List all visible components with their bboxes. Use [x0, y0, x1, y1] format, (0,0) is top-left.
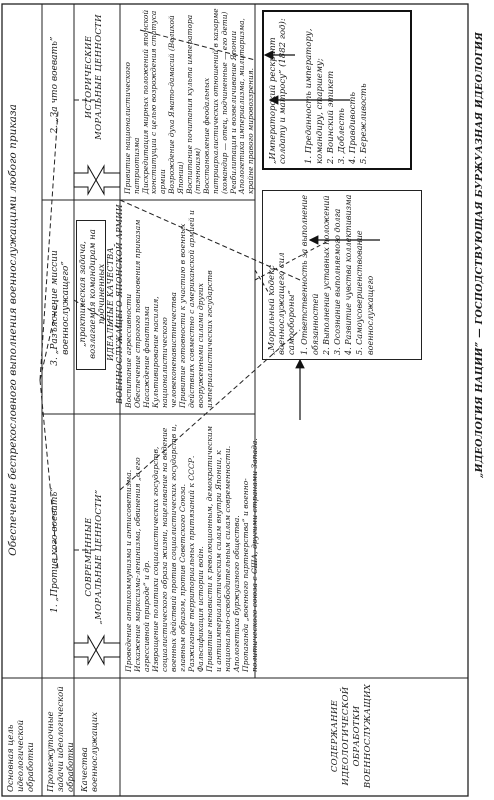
right-list-item: Привитие националистического патриотизма [123, 62, 141, 194]
left-list-item: Извращение политики социалистических государств, социалистического образа жизни, нацеливание на ведение военных действий против социалистических государств и, главным образом, против Советского Союза. [151, 424, 187, 672]
left-list-item: Фальсификация истории войн. [196, 546, 205, 672]
left-list-item: Пропаганда „военного партнерства” и военно-политического союза с США, другими странами Запада. [241, 438, 259, 672]
moral-code-item: 2. Выполнение уставных положений [322, 195, 331, 355]
footer-ideology: „ИДЕОЛОГИЯ НАЦИИ” — ГОСПОДСТВУЮЩАЯ БУРЖУАЗНАЯ ИДЕОЛОГИЯ [474, 31, 485, 479]
moral-code-item: 5. Самоусовершенствование военнослужащего [355, 230, 375, 355]
moral-code-box [262, 190, 422, 360]
historical-values: ИСТОРИЧЕСКИЕ МОРАЛЬНЫЕ ЦЕННОСТИ [84, 14, 104, 140]
rescript-item: 3. Доблесть [337, 108, 347, 164]
left-items-list [124, 420, 259, 672]
rescript-item: 5. Бережливость [359, 83, 369, 164]
left-list-item: Искажение марксизма-ленинизма, обвинения „в его агрессивной природе” и др. [133, 457, 151, 672]
moral-code-item: 4. Развитие чувства коллективизма [344, 194, 353, 355]
middle-items-list [124, 204, 214, 408]
right-items-list [124, 8, 256, 194]
row-label-main-goal: Основная цель идеологической обработки [6, 719, 36, 792]
rescript-item: 4. Правдивость [348, 91, 358, 164]
right-list-item: Воспитание почитания культа императора (тэнноизм) [184, 14, 203, 194]
right-list-item: Возрождение духа Ямато-дамасий (Великой Японии) [166, 15, 185, 194]
task-for-what: 2. „За что воевать” [50, 36, 60, 134]
modern-values: СОВРЕМЕННЫЕ „МОРАЛЬНЫЕ ЦЕННОСТИ” [84, 489, 104, 625]
left-list-item: Разжигание территориальных притязаний к СССР. [187, 455, 196, 672]
right-list-item: Восстановление феодальных патриархалистических отношений в казарме (командир — отец, подчиненные — его дети) [202, 8, 229, 194]
moral-code-item: 1. Ответственность за выполнение обязанностей [300, 194, 320, 355]
row-label-intermediate: Промежуточные задачи идеологической обработки [46, 686, 76, 792]
moral-code-list [299, 193, 376, 355]
bottom-title: СОДЕРЖАНИЕ ИДЕОЛОГИЧЕСКОЙ ОБРАБОТКИ ВОЕННОСЛУЖАЩИХ [330, 683, 373, 789]
ideal-qualities: ИДЕАЛЬНЫЕ КАЧЕСТВА ВОЕННОСЛУЖАЩЕГО ЯПОНСКОЙ АРМИИ [106, 204, 124, 404]
practical-task-text: „практическая задача, возлагаемая командирам на подчиненных [78, 229, 107, 359]
task-against-whom: 1. „Против кого воевать” [50, 487, 60, 613]
middle-list-item: Привитие готовности к участию в военных действиях совместно с американской армией и вооруженными силами других империалистических государств [178, 210, 214, 408]
middle-list-item: Культивирование насилия, националистического человеконенавистничества [151, 292, 178, 408]
right-list-item: Апологетика империализма, милитаризма, крайне правого мировоззрения. [237, 18, 256, 194]
right-list-item: Реабилитация и возвеличивание Японии [228, 30, 238, 194]
left-list-item: Апологетика буржуазного общества. [232, 515, 241, 672]
left-list-item: Проведение антикоммунизма и антисоветизма. [124, 469, 133, 672]
practical-task-box [76, 220, 106, 370]
moral-code-title: „Моральный кодекс военнослужащего сил самообороны” [267, 252, 297, 355]
rescript-title: „Императорский рескрипт солдату и матросу” (1882 год): [268, 18, 288, 164]
task-mission: 3. „Разъяснение миссии военнослужащего” [50, 250, 71, 366]
rescript-item: 1. Преданность императору, командиру, старшему; [304, 28, 325, 164]
left-list-item: Привитие ненависти к революционным, демократическим и антиимпериалистическим силам внутри Японии, к национально-освободительным силам современности. [205, 425, 232, 672]
middle-list-item: Насаждение фанатизма [142, 306, 151, 408]
moral-code-item: 3. Осознание выполняемого долга [333, 208, 342, 355]
middle-list-item: Обеспечение строгого повиновения приказам [133, 219, 142, 408]
rescript-box [262, 10, 412, 170]
row-label-qualities: Качества военнослужащих [80, 711, 100, 792]
right-list-item: Дискредитация мирных положений японской конституции с целью возрождения статуса армии [140, 9, 168, 194]
rescript-list [304, 14, 370, 164]
middle-list-item: Воспитание агрессивности [124, 293, 133, 408]
rescript-item: 2. Воинский этикет [326, 70, 336, 164]
top-goal: Обеспечение беспрекословного выполнения военнослужащими любого приказа [7, 104, 19, 556]
